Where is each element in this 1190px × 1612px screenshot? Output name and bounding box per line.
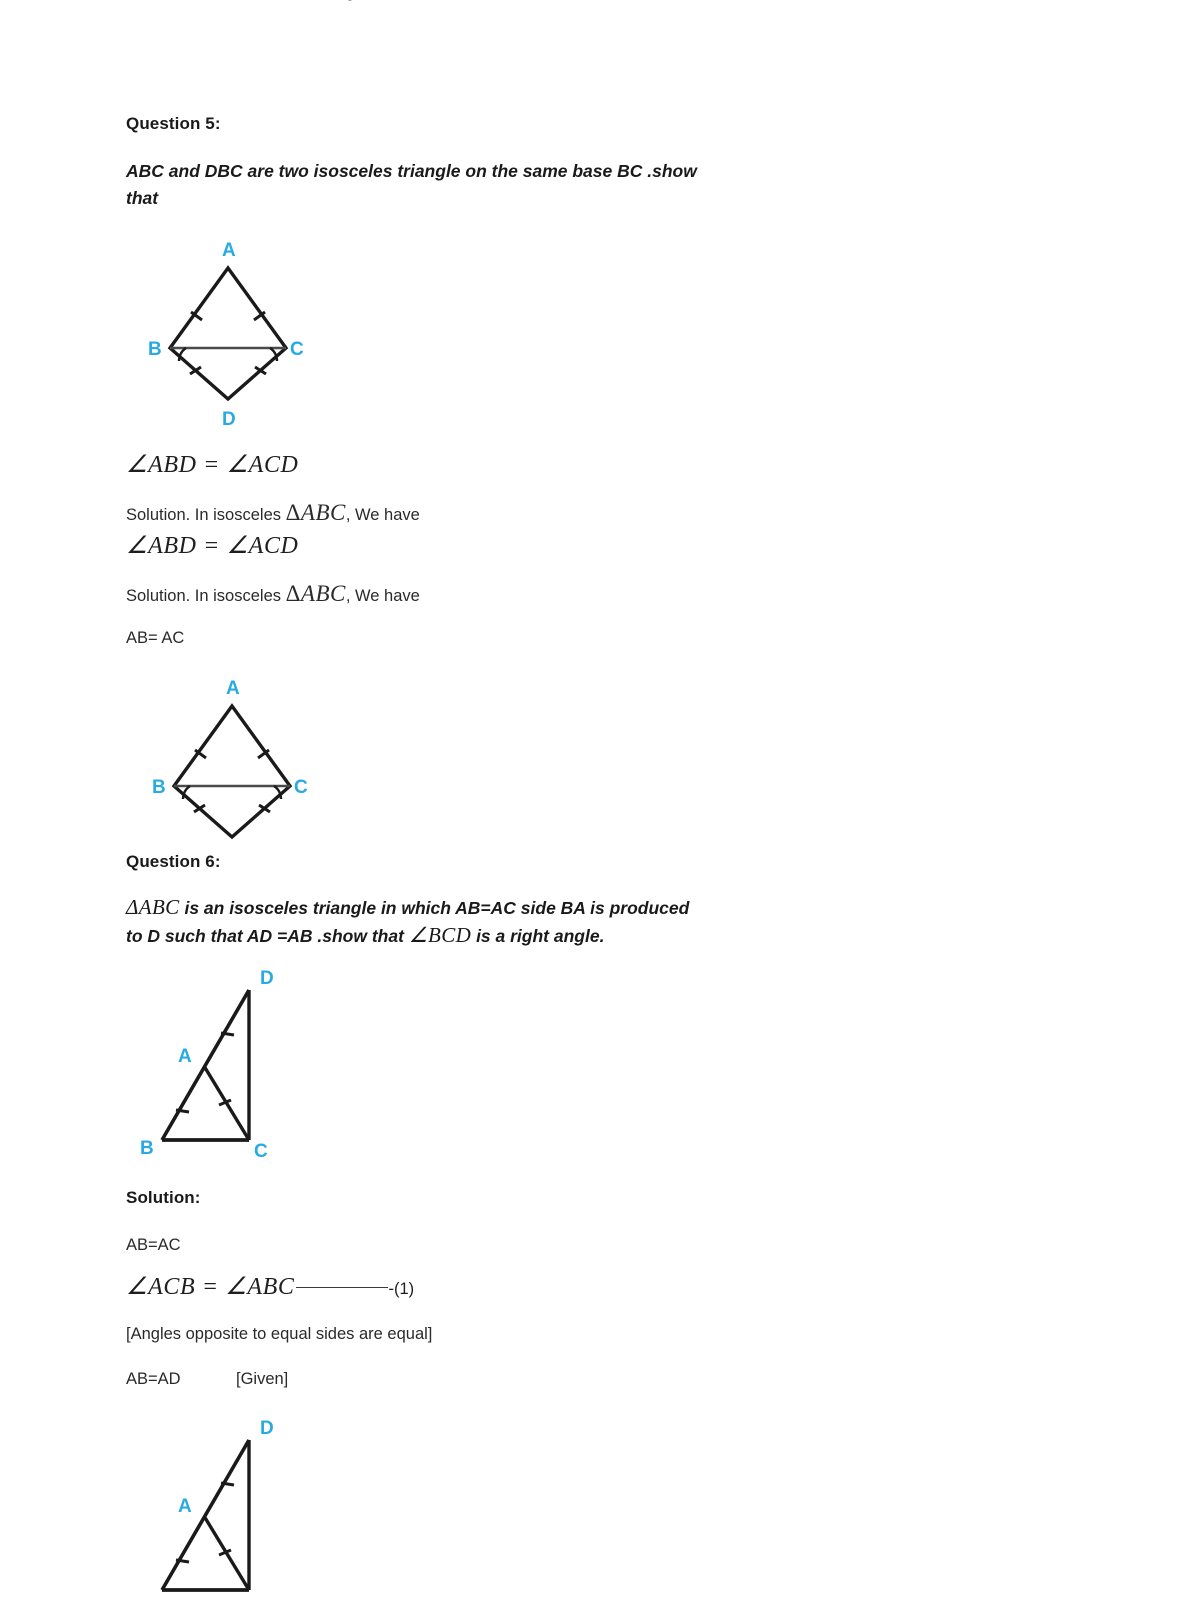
bcd-label-d: D: [260, 968, 274, 989]
bcd-clipped-svg: [132, 1412, 322, 1612]
triangle-label-b: B: [152, 777, 166, 798]
question-6-triangle-math: ΔABC: [126, 895, 180, 919]
question-5-statement-line1: ABC and DBC are two isosceles triangle on the same base BC .show: [126, 161, 697, 181]
figure-kite-abcd: [138, 236, 338, 432]
ab-equals-ad: AB=AD: [126, 1370, 181, 1388]
question-5-statement-line2: that: [126, 188, 159, 208]
kite-label-b: B: [148, 339, 162, 360]
bcd-label-c: C: [254, 1141, 268, 1162]
bcd-clipped-label-d: D: [260, 1418, 274, 1439]
question-6-statement-line1: is an isosceles triangle in which AB=AC side BA is produced: [179, 898, 690, 918]
question-6-statement-line2b: is a right angle.: [471, 926, 605, 946]
figure-bcd-clipped: [132, 1412, 322, 1540]
question-6-statement-line2a: to D such that AD =AB .show that: [126, 926, 409, 946]
kite-label-d: D: [222, 409, 236, 430]
bcd-label-a: A: [178, 1046, 192, 1067]
equation-rule: [296, 1287, 388, 1288]
math-acb-equals-abc-text: ∠ACB = ∠ABC: [126, 1274, 295, 1300]
triangle-abc-svg: [140, 672, 330, 868]
solution-prefix-1: Solution. In isosceles: [126, 506, 286, 524]
tick-ba-2: [176, 1560, 189, 1562]
question-5-heading: Question 5:: [126, 114, 221, 133]
given-note: [Given]: [236, 1370, 289, 1388]
kite-outline: [170, 268, 286, 399]
triangle-outline: [174, 706, 290, 837]
tick-ba: [176, 1110, 189, 1112]
kite-label-c: C: [290, 339, 304, 360]
figure-triangle-abc-clipped: [140, 672, 330, 818]
bcd-right-angle-svg: [132, 962, 322, 1162]
solution-suffix-2: , We have: [345, 587, 420, 605]
math-angle-abd-acd-2: [126, 531, 298, 560]
solution-heading: Solution:: [126, 1188, 201, 1207]
figure-bcd-right-angle: [132, 962, 322, 1162]
clipped-top-bold: [373, 0, 435, 1]
angles-opposite-note: [Angles opposite to equal sides are equal]: [126, 1325, 433, 1343]
tick-ad: [221, 1033, 234, 1035]
ab-equals-ac-spaced: AB= AC: [126, 629, 185, 647]
ab-equals-ac: AB=AC: [126, 1236, 181, 1254]
math-angle-abd-acd-text-1: ∠ABD = ∠ACD: [126, 452, 299, 478]
kite-label-a: A: [222, 240, 236, 261]
question-6-statement: [126, 894, 746, 950]
equation-number-1: -(1): [388, 1280, 415, 1298]
math-angle-abd-acd-1: [126, 450, 298, 479]
bcd-label-b: B: [140, 1138, 154, 1159]
bcd-clipped-label-a: A: [178, 1496, 192, 1517]
clipped-top-text: [126, 0, 373, 1]
solution-prefix-2: Solution. In isosceles: [126, 587, 286, 605]
triangle-label-a: A: [226, 678, 240, 699]
solution-isosceles-line-1: Solution. In isosceles ΔABC, We have: [126, 500, 420, 525]
clipped-top-line: [126, 0, 746, 20]
tick-ad-2: [221, 1483, 234, 1485]
question-6-heading: Question 6:: [126, 852, 221, 871]
math-acb-equals-abc: [126, 1272, 414, 1301]
question-5-statement: [126, 158, 746, 212]
math-angle-abd-acd-text-2: ∠ABD = ∠ACD: [126, 533, 299, 559]
solution-suffix-1: , We have: [345, 506, 420, 524]
triangle-label-c: C: [294, 777, 308, 798]
question-6-angle-math: ∠BCD: [408, 923, 472, 947]
kite-svg: [138, 236, 338, 432]
solution-isosceles-line-2: Solution. In isosceles ΔABC, We have: [126, 581, 420, 606]
